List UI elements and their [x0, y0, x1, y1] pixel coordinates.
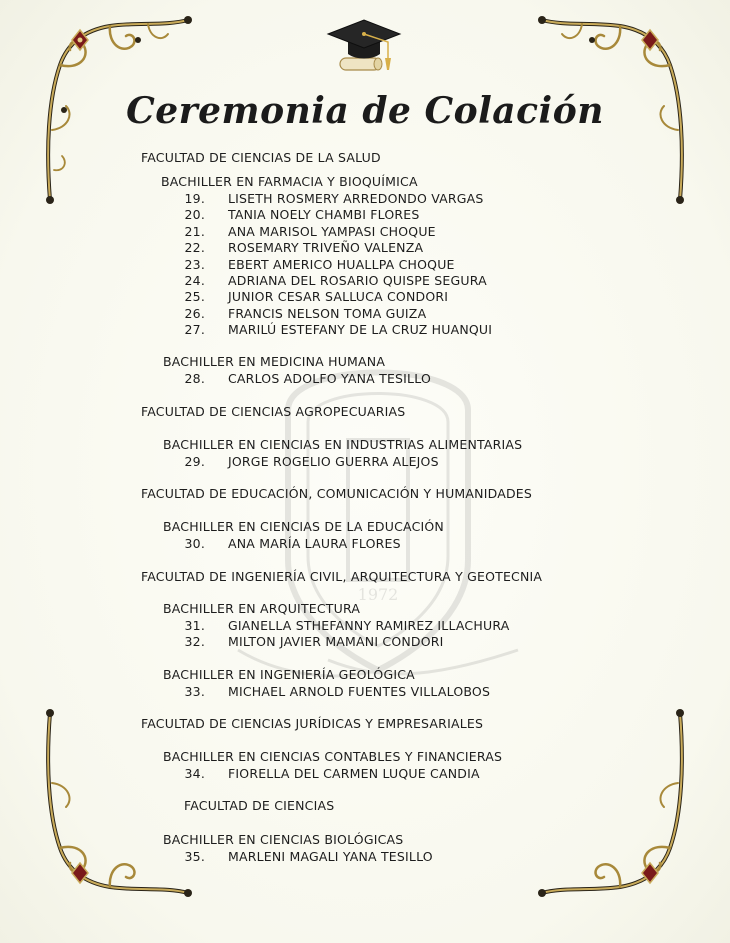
graduate-name: ADRIANA DEL ROSARIO QUISPE SEGURA [228, 273, 487, 288]
graduate-name: MICHAEL ARNOLD FUENTES VILLALOBOS [228, 684, 491, 699]
graduate-name: EBERT AMERICO HUALLPA CHOQUE [228, 257, 455, 272]
graduate-name: ANA MARÍA LAURA FLORES [228, 536, 401, 551]
faculty-heading: FACULTAD DE CIENCIAS [184, 798, 335, 813]
graduate-number: 30. [184, 536, 205, 551]
graduate-name: FIORELLA DEL CARMEN LUQUE CANDIA [228, 766, 480, 781]
graduate-name: MARLENI MAGALI YANA TESILLO [228, 849, 433, 864]
graduate-number: 27. [184, 322, 205, 337]
degree-heading: BACHILLER EN CIENCIAS EN INDUSTRIAS ALIMENTARIAS [163, 437, 523, 452]
faculty-heading: FACULTAD DE EDUCACIÓN, COMUNICACIÓN Y HUMANIDADES [141, 486, 533, 501]
ornament-corner-icon [38, 703, 198, 903]
degree-heading: BACHILLER EN FARMACIA Y BIOQUÍMICA [161, 174, 418, 189]
graduate-number: 19. [184, 191, 205, 206]
graduate-name: ROSEMARY TRIVEÑO VALENZA [228, 240, 424, 255]
degree-heading: BACHILLER EN INGENIERÍA GEOLÓGICA [163, 667, 415, 682]
ornament-corner-icon [532, 703, 692, 903]
graduate-name: MARILÚ ESTEFANY DE LA CRUZ HUANQUI [228, 322, 493, 337]
graduate-number: 24. [184, 273, 205, 288]
graduate-number: 26. [184, 306, 205, 321]
degree-heading: BACHILLER EN CIENCIAS BIOLÓGICAS [163, 832, 404, 847]
graduate-number: 21. [184, 224, 205, 239]
faculty-heading: FACULTAD DE INGENIERÍA CIVIL, ARQUITECTURA Y GEOTECNIA [141, 569, 543, 584]
graduate-name: GIANELLA STHEFANNY RAMIREZ ILLACHURA [228, 618, 510, 633]
graduate-number: 20. [184, 207, 205, 222]
graduate-name: FRANCIS NELSON TOMA GUIZA [228, 306, 427, 321]
graduate-name: MILTON JAVIER MAMANI CONDORI [228, 634, 444, 649]
graduate-name: LISETH ROSMERY ARREDONDO VARGAS [228, 191, 484, 206]
graduate-number: 31. [184, 618, 205, 633]
page-title: Ceremonia de Colación [126, 90, 604, 132]
degree-heading: BACHILLER EN CIENCIAS DE LA EDUCACIÓN [163, 519, 444, 534]
faculty-heading: FACULTAD DE CIENCIAS DE LA SALUD [141, 150, 381, 165]
graduate-name: TANIA NOELY CHAMBI FLORES [228, 207, 420, 222]
degree-heading: BACHILLER EN MEDICINA HUMANA [163, 354, 386, 369]
graduate-number: 35. [184, 849, 205, 864]
graduate-number: 32. [184, 634, 205, 649]
faculty-heading: FACULTAD DE CIENCIAS AGROPECUARIAS [141, 404, 406, 419]
graduate-number: 23. [184, 257, 205, 272]
graduate-number: 33. [184, 684, 205, 699]
graduate-number: 29. [184, 454, 205, 469]
seal-year: 1972 [357, 585, 399, 604]
graduate-name: JUNIOR CESAR SALLUCA CONDORI [228, 289, 449, 304]
degree-heading: BACHILLER EN CIENCIAS CONTABLES Y FINANCIERAS [163, 749, 503, 764]
graduate-number: 28. [184, 371, 205, 386]
graduate-name: JORGE ROGELIO GUERRA ALEJOS [228, 454, 439, 469]
graduate-number: 25. [184, 289, 205, 304]
graduate-name: ANA MARISOL YAMPASI CHOQUE [228, 224, 436, 239]
graduate-number: 22. [184, 240, 205, 255]
faculty-heading: FACULTAD DE CIENCIAS JURÍDICAS Y EMPRESARIALES [141, 716, 484, 731]
graduation-cap-icon [326, 14, 402, 78]
graduate-name: CARLOS ADOLFO YANA TESILLO [228, 371, 431, 386]
graduate-number: 34. [184, 766, 205, 781]
degree-heading: BACHILLER EN ARQUITECTURA [163, 601, 361, 616]
